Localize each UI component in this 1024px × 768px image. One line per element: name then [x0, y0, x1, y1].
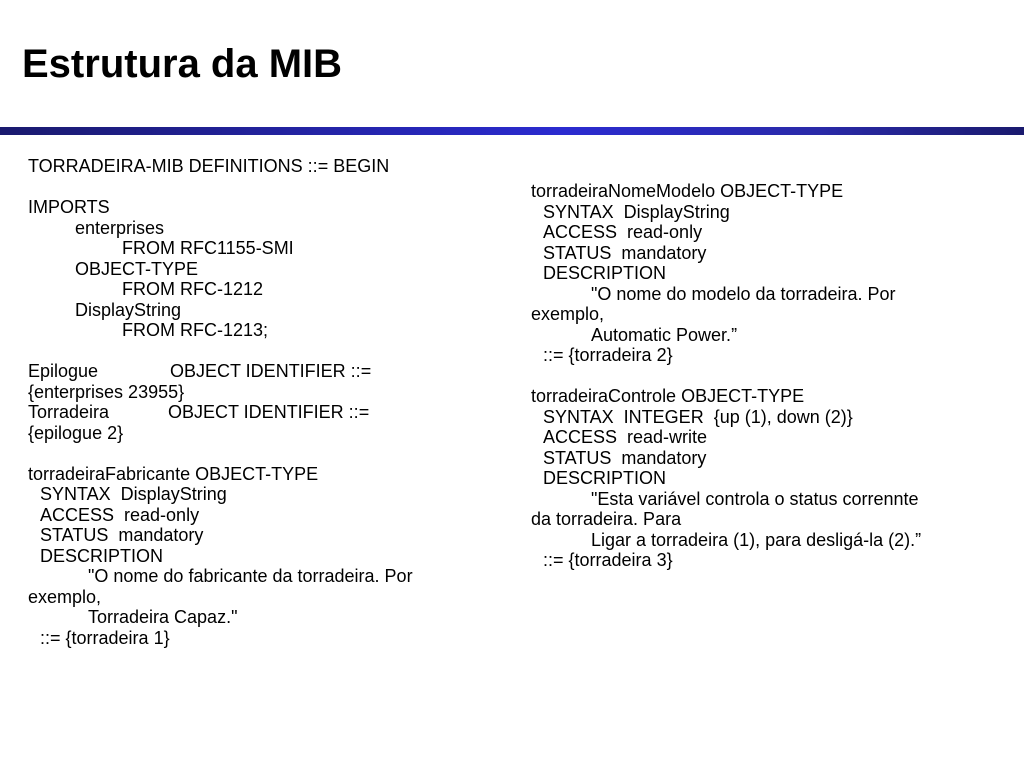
title-divider	[0, 127, 1024, 135]
controle-description-line: da torradeira. Para	[531, 509, 682, 529]
torradeira-name: Torradeira	[28, 402, 110, 422]
torradeira-definition: OBJECT IDENTIFIER ::=	[168, 402, 370, 422]
nome-modelo-description-line: exemplo,	[531, 304, 605, 324]
import-object-type-from: FROM RFC-1212	[122, 279, 264, 299]
fabricante-description-line: exemplo,	[28, 586, 102, 607]
controle-status: STATUS mandatory	[543, 447, 707, 468]
nome-modelo-status: STATUS mandatory	[543, 242, 707, 263]
controle-description-line: Ligar a torradeira (1), para desligá-la (2).”	[591, 529, 922, 550]
controle-syntax: SYNTAX INTEGER {up (1), down (2)}	[543, 406, 853, 427]
epilogue-name: Epilogue	[28, 361, 99, 381]
controle-header: torradeiraControle OBJECT-TYPE	[531, 386, 805, 406]
import-object-type: OBJECT-TYPE	[75, 258, 199, 279]
nome-modelo-assign: ::= {torradeira 2}	[543, 345, 673, 365]
right-column	[531, 181, 1001, 571]
import-enterprises: enterprises	[75, 217, 165, 238]
imports-label: IMPORTS	[28, 197, 110, 217]
fabricante-description-label: DESCRIPTION	[40, 545, 164, 566]
fabricante-header: torradeiraFabricante OBJECT-TYPE	[28, 463, 319, 484]
epilogue-value: {enterprises 23955}	[28, 381, 185, 402]
nome-modelo-description-line: Automatic Power.”	[591, 324, 738, 345]
import-display-string-from: FROM RFC-1213;	[122, 320, 269, 340]
mib-definition-header: TORRADEIRA-MIB DEFINITIONS ::= BEGIN	[28, 156, 390, 176]
torradeira-value: {epilogue 2}	[28, 422, 124, 443]
spacer	[28, 177, 498, 198]
torradeira-line	[28, 402, 498, 423]
fabricante-syntax: SYNTAX DisplayString	[40, 484, 227, 504]
fabricante-access: ACCESS read-only	[40, 504, 200, 525]
controle-description-label: DESCRIPTION	[543, 468, 667, 488]
fabricante-description-line: "O nome do fabricante da torradeira. Por	[88, 566, 413, 586]
epilogue-definition: OBJECT IDENTIFIER ::=	[170, 361, 372, 381]
import-enterprises-from: FROM RFC1155-SMI	[122, 238, 294, 258]
nome-modelo-access: ACCESS read-only	[543, 222, 703, 242]
import-display-string: DisplayString	[75, 299, 182, 320]
left-column	[28, 156, 498, 648]
fabricante-assign: ::= {torradeira 1}	[40, 627, 170, 648]
fabricante-status: STATUS mandatory	[40, 525, 204, 545]
nome-modelo-header: torradeiraNomeModelo OBJECT-TYPE	[531, 181, 844, 201]
spacer	[28, 443, 498, 464]
nome-modelo-description-line: "O nome do modelo da torradeira. Por	[591, 283, 896, 304]
controle-access: ACCESS read-write	[543, 427, 708, 447]
spacer	[28, 341, 498, 362]
controle-description-line: "Esta variável controla o status corrennte	[591, 488, 919, 509]
nome-modelo-syntax: SYNTAX DisplayString	[543, 201, 730, 222]
fabricante-description-line: Torradeira Capaz."	[88, 607, 238, 627]
slide-title: Estrutura da MIB	[22, 42, 343, 86]
epilogue-line	[28, 361, 498, 382]
controle-assign: ::= {torradeira 3}	[543, 550, 673, 570]
nome-modelo-description-label: DESCRIPTION	[543, 263, 667, 283]
spacer	[531, 366, 1001, 387]
